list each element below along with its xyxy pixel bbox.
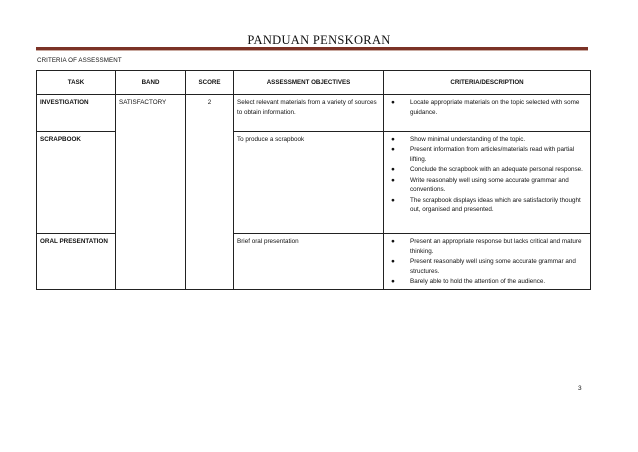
column-header-objectives: ASSESSMENT OBJECTIVES: [234, 71, 384, 95]
column-header-criteria: CRITERIA/DESCRIPTION: [384, 71, 591, 95]
criteria-list: [387, 98, 587, 118]
column-header-task: TASK: [37, 71, 116, 95]
bullet-dot-icon: ●: [391, 238, 395, 245]
criteria-item: [391, 237, 587, 257]
criteria-cell: [384, 234, 591, 290]
band-cell: SATISFACTORY: [116, 95, 186, 290]
bullet-dot-icon: ●: [391, 136, 395, 143]
bullet-dot-icon: ●: [391, 258, 395, 265]
column-header-band: BAND: [116, 71, 186, 95]
page-number: 3: [578, 385, 582, 392]
task-cell: SCRAPBOOK: [37, 132, 116, 234]
criteria-text: Barely able to hold the attention of the audience.: [410, 278, 546, 285]
objective-cell: Brief oral presentation: [234, 234, 384, 290]
task-cell: INVESTIGATION: [37, 95, 116, 132]
header-divider: [36, 47, 588, 51]
page-title: PANDUAN PENSKORAN: [247, 33, 391, 47]
bullet-dot-icon: ●: [391, 99, 395, 106]
criteria-text: Show minimal understanding of the topic.: [410, 136, 526, 143]
criteria-text: Present an appropriate response but lacks critical and mature thinking.: [410, 238, 582, 255]
criteria-item: [391, 135, 587, 145]
table-row: [37, 95, 591, 132]
criteria-item: [391, 257, 587, 277]
bullet-dot-icon: ●: [391, 278, 395, 285]
bullet-dot-icon: ●: [391, 166, 395, 174]
bullet-dot-icon: ●: [391, 176, 395, 184]
criteria-list: [387, 237, 587, 287]
criteria-text: Present reasonably well using some accurate grammar and structures.: [410, 258, 576, 275]
bullet-dot-icon: ●: [391, 146, 395, 154]
column-header-score: SCORE: [186, 71, 234, 95]
task-cell: ORAL PRESENTATION: [37, 234, 116, 290]
criteria-text: Write reasonably well using some accurate grammar and conventions.: [410, 176, 569, 194]
table-header-row: [37, 71, 591, 95]
criteria-text: Present information from articles/materials read with partial lifting.: [410, 146, 575, 163]
criteria-cell: [384, 132, 591, 234]
criteria-item: [391, 145, 587, 165]
criteria-item: [391, 165, 587, 175]
assessment-table: [36, 70, 591, 290]
objective-cell: To produce a scrapbook: [234, 132, 384, 234]
criteria-text: Locate appropriate materials on the topic selected with some guidance.: [410, 99, 580, 116]
section-label: CRITERIA OF ASSESSMENT: [37, 57, 122, 64]
criteria-item: [391, 196, 587, 216]
score-cell: 2: [186, 95, 234, 290]
criteria-cell: [384, 95, 591, 132]
criteria-list: [387, 135, 587, 215]
criteria-item: [391, 176, 587, 196]
criteria-text: The scrapbook displays ideas which are satisfactorily thought out, organised and presented.: [410, 196, 581, 214]
bullet-dot-icon: ●: [391, 196, 395, 204]
objective-cell: Select relevant materials from a variety of sources to obtain information.: [234, 95, 384, 132]
criteria-item: [391, 98, 587, 118]
criteria-text: Conclude the scrapbook with an adequate personal response.: [410, 166, 583, 174]
criteria-item: [391, 277, 587, 287]
